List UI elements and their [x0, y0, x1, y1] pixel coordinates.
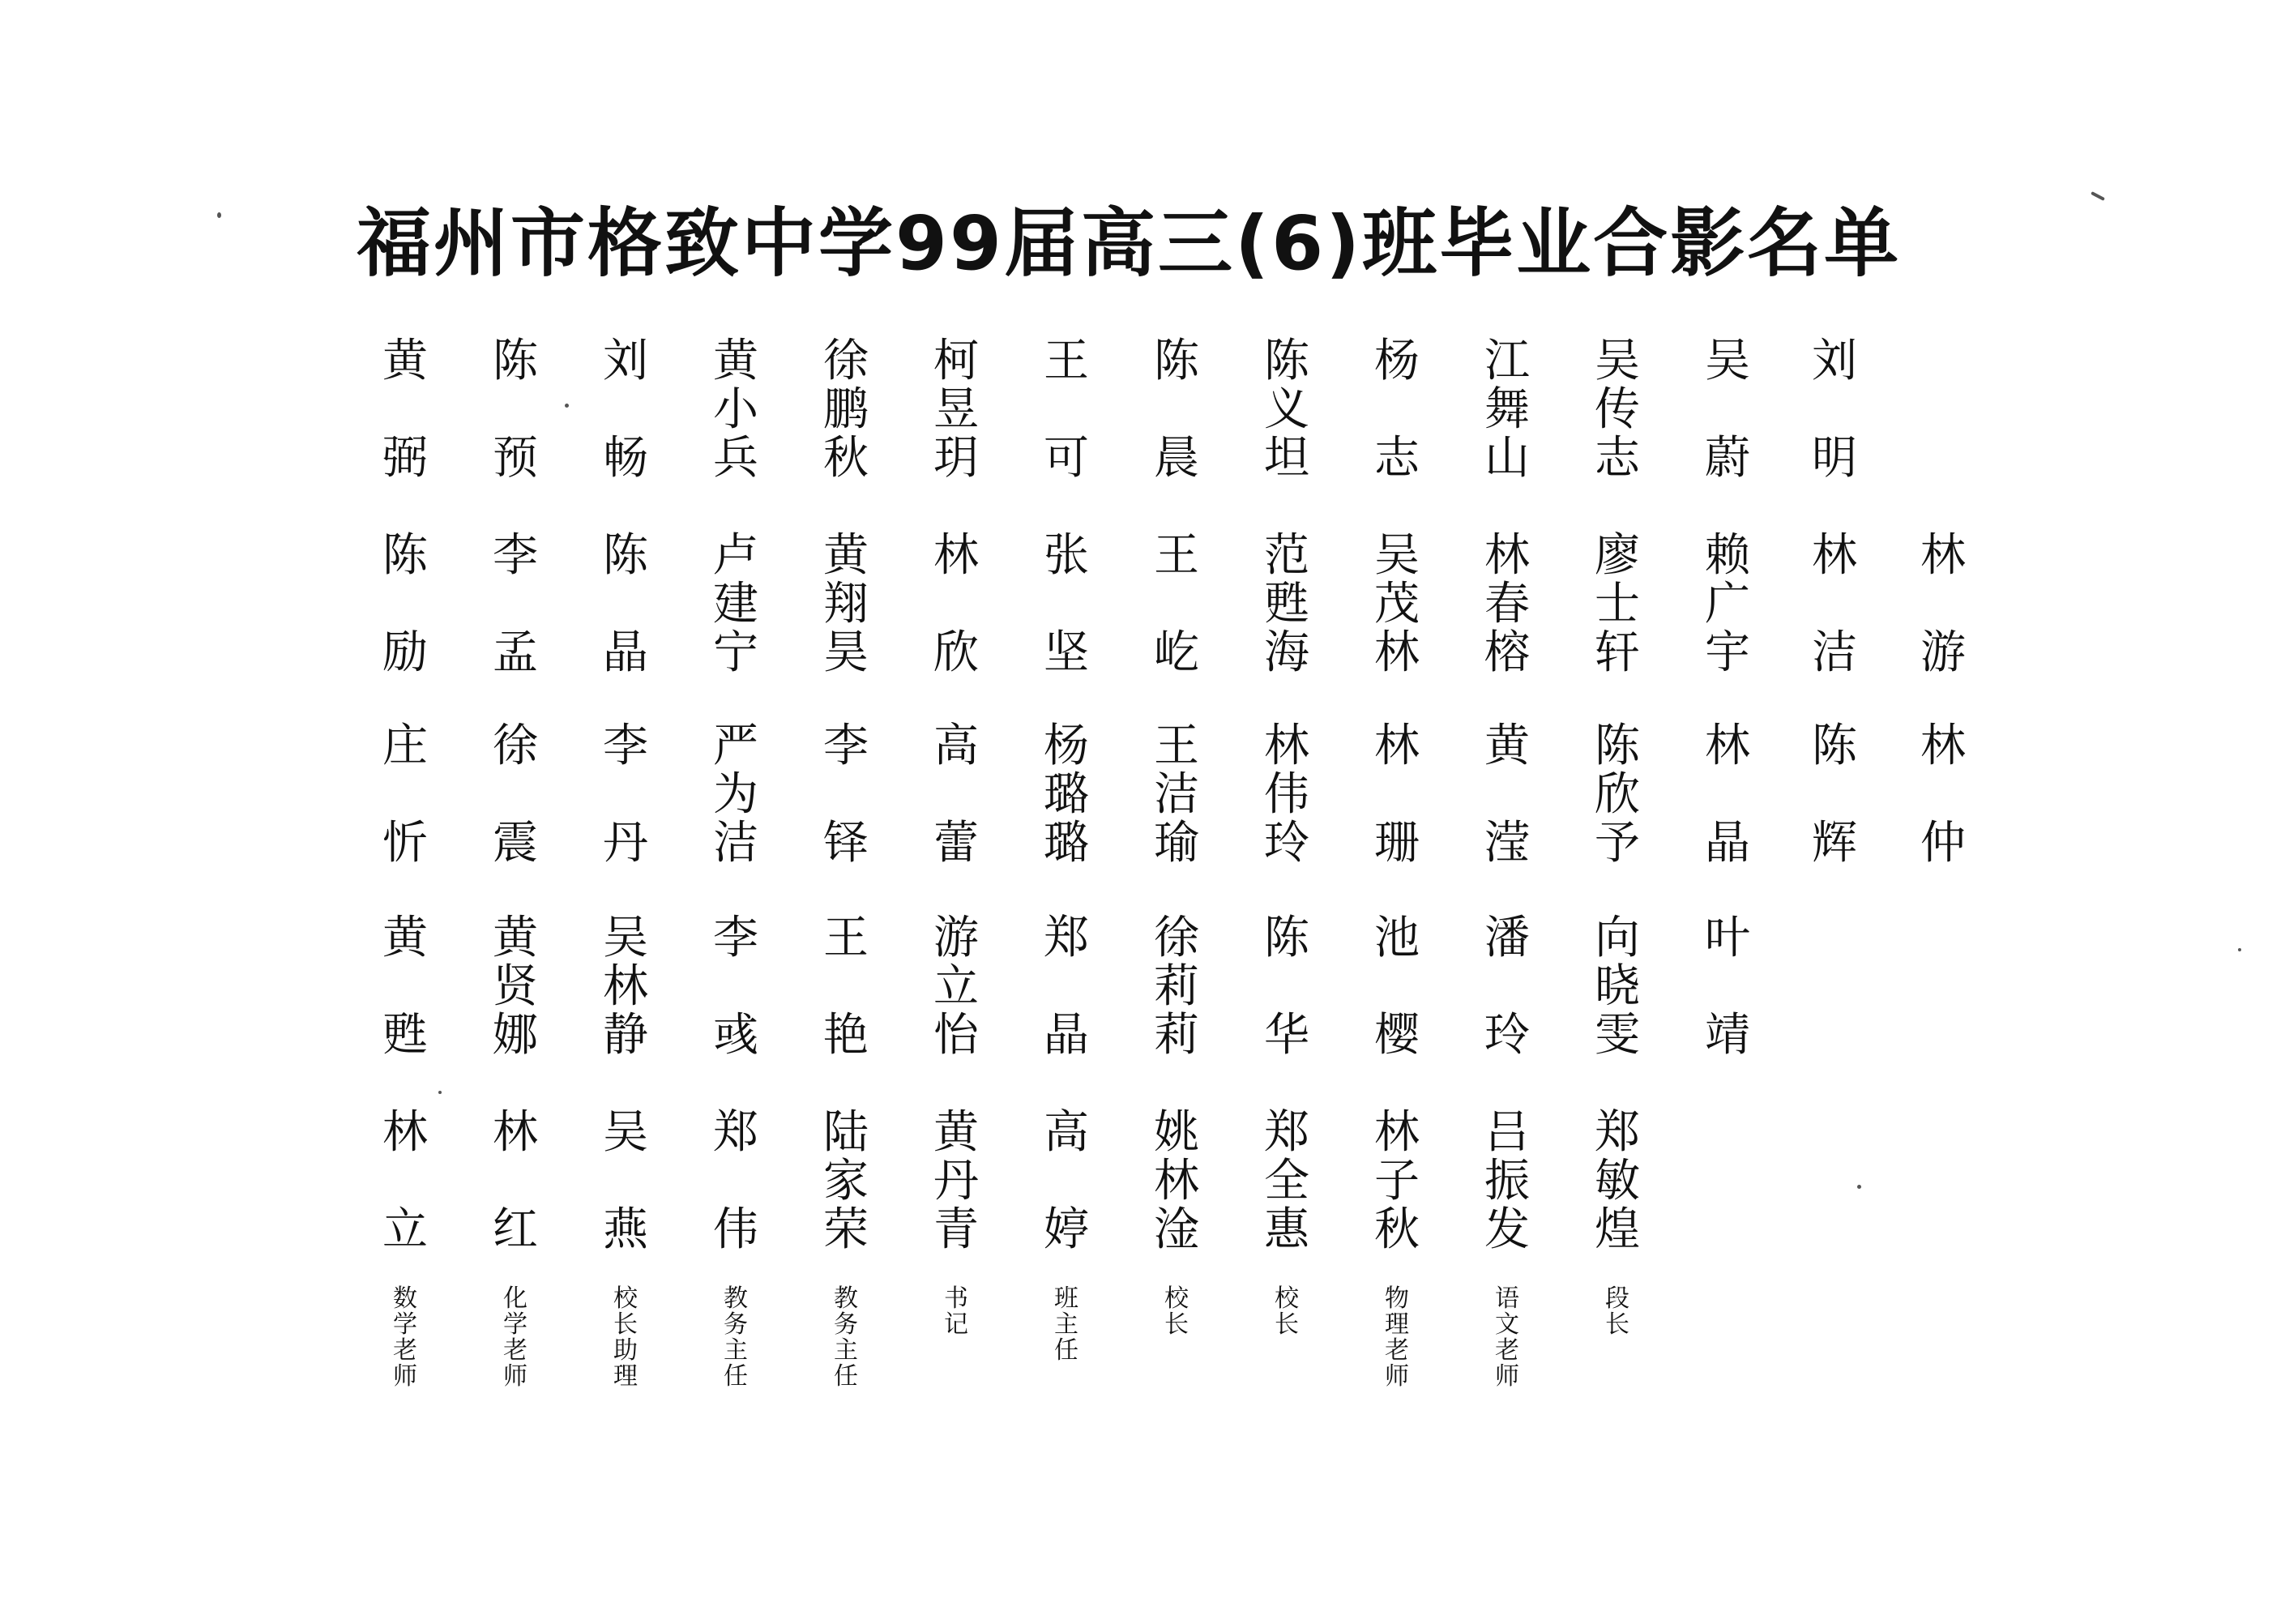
student-name: 庄 忻	[382, 720, 428, 870]
paper-speck	[1857, 1185, 1861, 1189]
student-name: 林 春 榕	[1484, 529, 1530, 679]
teacher-role: 校 长	[1275, 1284, 1299, 1339]
student-name: 黄 小 兵	[713, 335, 758, 485]
student-name: 张 坚	[1044, 529, 1089, 679]
student-name: 吴 茂 林	[1374, 529, 1420, 679]
teacher-role: 书 记	[944, 1284, 968, 1339]
teacher-role: 校 长	[1164, 1284, 1189, 1339]
student-name: 林 欣	[933, 529, 979, 679]
paper-speck	[2238, 948, 2241, 951]
student-name: 廖 士 轩	[1595, 529, 1640, 679]
student-name: 杨 志	[1374, 335, 1420, 485]
student-name: 李 孟	[493, 529, 538, 679]
student-name: 陈 义 坦	[1264, 335, 1309, 485]
student-name: 赖 广 宇	[1705, 529, 1750, 679]
student-name: 郑 晶	[1044, 912, 1089, 1062]
student-name: 向 晓 雯	[1595, 912, 1640, 1062]
student-name: 林 游	[1920, 529, 1966, 679]
student-name: 吴 燕	[603, 1106, 648, 1256]
student-name: 郑 全 惠	[1264, 1106, 1309, 1256]
student-name: 陈 励	[382, 529, 428, 679]
student-name: 黄 翔 昊	[823, 529, 869, 679]
student-name: 吴 林 静	[603, 912, 648, 1062]
student-name: 姚 林 淦	[1154, 1106, 1199, 1256]
student-name: 林 仲	[1920, 720, 1966, 870]
student-name: 卢 建 宁	[713, 529, 758, 679]
student-name: 李 丹	[603, 720, 648, 870]
teacher-role: 班 主 任	[1054, 1284, 1078, 1365]
student-name: 杨 璐 璐	[1044, 720, 1089, 870]
student-name: 林 洁	[1812, 529, 1857, 679]
student-name: 黄 丹 青	[933, 1106, 979, 1256]
student-name: 叶 靖	[1705, 912, 1750, 1062]
teacher-role: 数 学 老 师	[393, 1284, 417, 1391]
student-name: 林 伟 玲	[1264, 720, 1309, 870]
student-name: 陈 晶	[603, 529, 648, 679]
student-name: 吕 振 发	[1484, 1106, 1530, 1256]
student-name: 郑 伟	[713, 1106, 758, 1256]
student-name: 林 红	[493, 1106, 538, 1256]
student-name: 高 婷	[1044, 1106, 1089, 1256]
student-name: 林 珊	[1374, 720, 1420, 870]
student-name: 陈 晨	[1154, 335, 1199, 485]
paper-mark	[2091, 191, 2105, 201]
student-name: 黄 滢	[1484, 720, 1530, 870]
student-name: 黄 贤 娜	[493, 912, 538, 1062]
student-name: 池 樱	[1374, 912, 1420, 1062]
student-name: 高 蕾	[933, 720, 979, 870]
student-name: 郑 敏 煌	[1595, 1106, 1640, 1256]
student-name: 李 铎	[823, 720, 869, 870]
student-name: 范 甦 海	[1264, 529, 1309, 679]
student-name: 严 为 洁	[713, 720, 758, 870]
student-name: 徐 震	[493, 720, 538, 870]
student-name: 江 舞 山	[1484, 335, 1530, 485]
student-name: 林 立	[382, 1106, 428, 1256]
student-name: 刘 畅	[603, 335, 648, 485]
student-name: 吴 传 志	[1595, 335, 1640, 485]
page-title: 福州市格致中学99届高三(6)班毕业合影名单	[357, 200, 1902, 287]
student-name: 王 可	[1044, 335, 1089, 485]
student-name: 陈 华	[1264, 912, 1309, 1062]
student-name: 潘 玲	[1484, 912, 1530, 1062]
student-name: 林 晶	[1705, 720, 1750, 870]
student-name: 林 子 秋	[1374, 1106, 1420, 1256]
paper-speck	[438, 1091, 442, 1094]
student-name: 陈 预	[493, 335, 538, 485]
paper-speck	[217, 212, 221, 218]
student-name: 王 艳	[823, 912, 869, 1062]
teacher-role: 语 文 老 师	[1495, 1284, 1519, 1391]
student-name: 王 屹	[1154, 529, 1199, 679]
student-name: 陆 家 荣	[823, 1106, 869, 1256]
teacher-role: 段 长	[1605, 1284, 1629, 1339]
student-name: 刘 明	[1812, 335, 1857, 485]
teacher-role: 教 务 主 任	[834, 1284, 858, 1391]
student-name: 陈 辉	[1812, 720, 1857, 870]
student-name: 陈 欣 予	[1595, 720, 1640, 870]
teacher-role: 校 长 助 理	[613, 1284, 638, 1391]
student-name: 李 彧	[713, 912, 758, 1062]
student-name: 柯 昱 玥	[933, 335, 979, 485]
paper-speck	[565, 404, 569, 408]
student-name: 游 立 怡	[933, 912, 979, 1062]
teacher-role: 化 学 老 师	[503, 1284, 527, 1391]
student-name: 王 洁 瑜	[1154, 720, 1199, 870]
student-name: 黄 弼	[382, 335, 428, 485]
student-name: 徐 鹏 秋	[823, 335, 869, 485]
student-name: 黄 甦	[382, 912, 428, 1062]
teacher-role: 教 务 主 任	[724, 1284, 748, 1391]
student-name: 吴 蔚	[1705, 335, 1750, 485]
student-name: 徐 莉 莉	[1154, 912, 1199, 1062]
teacher-role: 物 理 老 师	[1385, 1284, 1409, 1391]
